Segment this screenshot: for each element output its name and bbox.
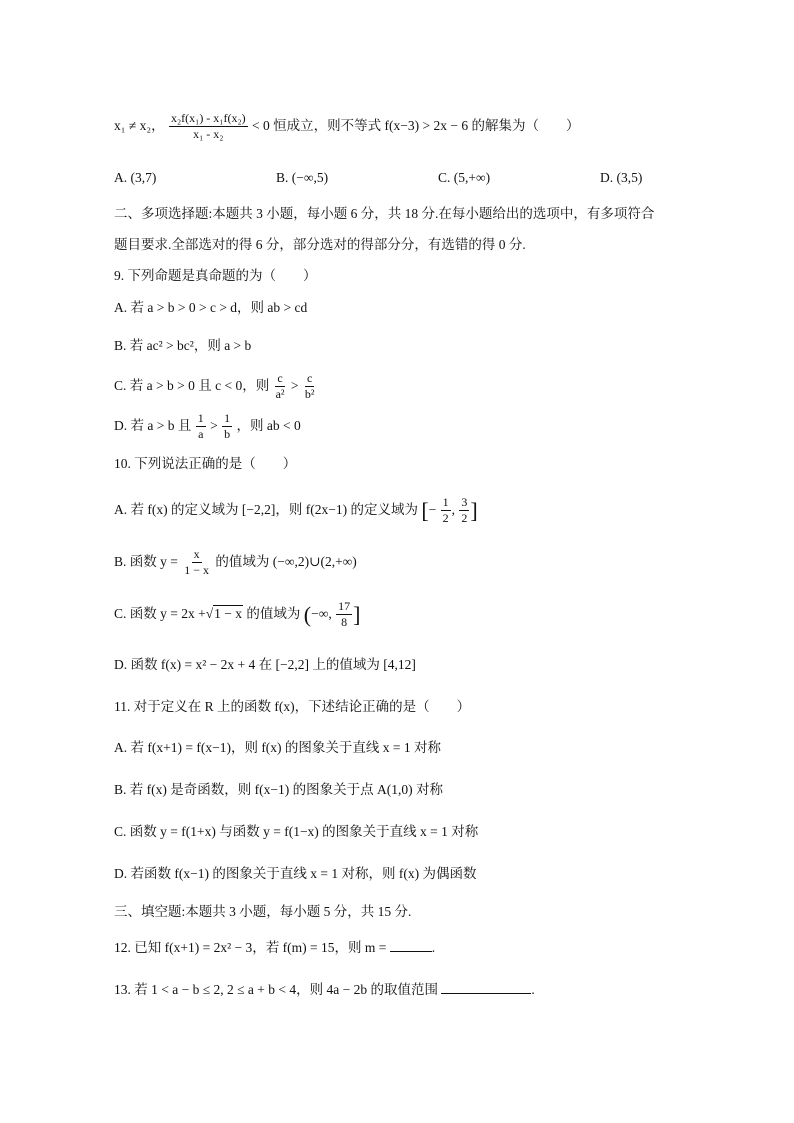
q13-prefix: 13. 若 1 < a − b ≤ 2, 2 ≤ a + b < 4，则 4a − 2b 的取值范围	[114, 982, 438, 997]
q10-c-mid: 的值域为	[246, 606, 301, 621]
section2-line2: 题目要求.全部选对的得 6 分，部分选对的得部分分，有选错的得 0 分.	[114, 237, 526, 252]
q12-prefix: 12. 已知 f(x+1) = 2x² − 3，若 f(m) = 15，则 m =	[114, 940, 387, 955]
q13-line	[114, 980, 535, 1000]
q9-d-f2-num: 1	[224, 411, 231, 426]
q8-cond-suffix: < 0 恒成立，则不等式 f(x−3) > 2x − 6 的解集为（ ）	[252, 118, 580, 133]
q9-c-f2-num: c	[307, 371, 313, 386]
q10-option-c	[114, 594, 360, 634]
q8-frac-numerator: x₂f(x₁) - x₁f(x₂)	[170, 111, 246, 126]
q10-a-prefix: A. 若 f(x) 的定义域为 [−2,2]，则 f(2x−1) 的定义域为	[114, 502, 418, 517]
q10-stem: 10. 下列说法正确的是（ ）	[114, 456, 297, 471]
q8-fraction	[169, 111, 248, 142]
q11-option-a: A. 若 f(x+1) = f(x−1)，则 f(x) 的图象关于直线 x = 1 对称	[114, 740, 442, 755]
q10-b-prefix: B. 函数 y =	[114, 554, 178, 569]
q10-c-sqrt-sign: √	[205, 606, 214, 621]
q9-d-fraction-1	[196, 411, 206, 442]
q11-option-c: C. 函数 y = f(1+x) 与函数 y = f(1−x) 的图象关于直线 x = 1 对称	[114, 824, 479, 839]
q10-b-fraction	[182, 547, 211, 578]
q9-d-gt: >	[210, 418, 218, 433]
q12-period: .	[431, 940, 436, 955]
q9-option-d	[114, 408, 301, 444]
q10-a-comma: ,	[451, 502, 456, 517]
q9-d-f1-num: 1	[197, 411, 204, 426]
q10-c-f-num: 17	[338, 599, 351, 614]
q9-d-f2-den: b	[224, 427, 231, 442]
q9-stem: 9. 下列命题是真命题的为（ ）	[114, 268, 317, 283]
q9-c-prefix: C. 若 a > b > 0 且 c < 0，则	[114, 378, 270, 393]
q11-option-d: D. 若函数 f(x−1) 的图象关于直线 x = 1 对称，则 f(x) 为偶函数	[114, 866, 477, 881]
q10-option-a	[114, 490, 478, 530]
q9-d-fraction-2	[222, 411, 232, 442]
q12-answer-blank[interactable]	[390, 950, 432, 952]
q9-c-fraction-1	[274, 371, 287, 402]
q9-d-prefix: D. 若 a > b 且	[114, 418, 192, 433]
q10-b-f-num: x	[193, 547, 200, 562]
q10-option-b	[114, 543, 357, 581]
q10-a-right-bracket: ]	[470, 497, 478, 523]
q9-c-fraction-2	[303, 371, 317, 402]
q10-a-fraction-1	[441, 495, 451, 526]
q8-option-b: B. (−∞,5)	[276, 170, 329, 185]
q9-c-f2-den: b²	[304, 387, 315, 402]
q10-c-fraction	[336, 599, 352, 630]
q10-a-fraction-2	[459, 495, 469, 526]
q8-option-d: D. (3,5)	[600, 170, 643, 185]
q10-a-f2-den: 2	[461, 511, 468, 526]
q10-c-right-bracket: ]	[353, 601, 361, 627]
q9-d-f1-den: a	[198, 427, 204, 442]
q10-a-left-bracket: [	[421, 497, 429, 523]
q10-a-minus: −	[428, 502, 437, 517]
q10-c-sqrt: 1 − x	[214, 606, 243, 621]
q10-b-suffix: 的值域为 (−∞,2)∪(2,+∞)	[215, 554, 357, 569]
q9-c-gt: >	[290, 378, 299, 393]
q10-a-f1-num: 1	[442, 495, 449, 510]
q9-option-b: B. 若 ac² > bc²，则 a > b	[114, 338, 252, 353]
q10-option-d: D. 函数 f(x) = x² − 2x + 4 在 [−2,2] 上的值域为 [4,12]	[114, 657, 416, 672]
q10-b-f-den: 1 − x	[184, 563, 210, 578]
section3-heading: 三、填空题:本题共 3 小题，每小题 5 分，共 15 分.	[114, 904, 412, 919]
q10-a-f2-num: 3	[461, 495, 468, 510]
q9-option-c	[114, 368, 318, 404]
q10-c-left-paren: (	[303, 601, 312, 627]
q8-cond-prefix: x₁ ≠ x₂，	[114, 118, 165, 133]
q13-period: .	[531, 982, 535, 997]
q8-option-a: A. (3,7)	[114, 170, 157, 185]
q9-option-a: A. 若 a > b > 0 > c > d，则 ab > cd	[114, 300, 308, 315]
q10-c-val: −∞,	[311, 606, 332, 621]
section2-line1: 二、多项选择题:本题共 3 小题，每小题 6 分，共 18 分.在每小题给出的选项中，有多项符合	[114, 206, 655, 221]
q10-c-prefix: C. 函数 y = 2x +	[114, 606, 206, 621]
q11-option-b: B. 若 f(x) 是奇函数，则 f(x−1) 的图象关于点 A(1,0) 对称	[114, 782, 443, 797]
q8-option-c: C. (5,+∞)	[438, 170, 491, 185]
q10-c-f-den: 8	[341, 615, 348, 630]
q9-c-f1-den: a²	[275, 387, 285, 402]
q13-answer-blank[interactable]	[441, 992, 531, 994]
q9-d-suffix: ，则 ab < 0	[236, 418, 301, 433]
q10-a-f1-den: 2	[442, 511, 449, 526]
q8-condition	[114, 108, 580, 144]
q9-c-f1-num: c	[277, 371, 283, 386]
q12-line	[114, 938, 435, 958]
q8-frac-denominator: x₁ - x₂	[193, 127, 224, 142]
q11-stem: 11. 对于定义在 R 上的函数 f(x)，下述结论正确的是（ ）	[114, 699, 471, 714]
